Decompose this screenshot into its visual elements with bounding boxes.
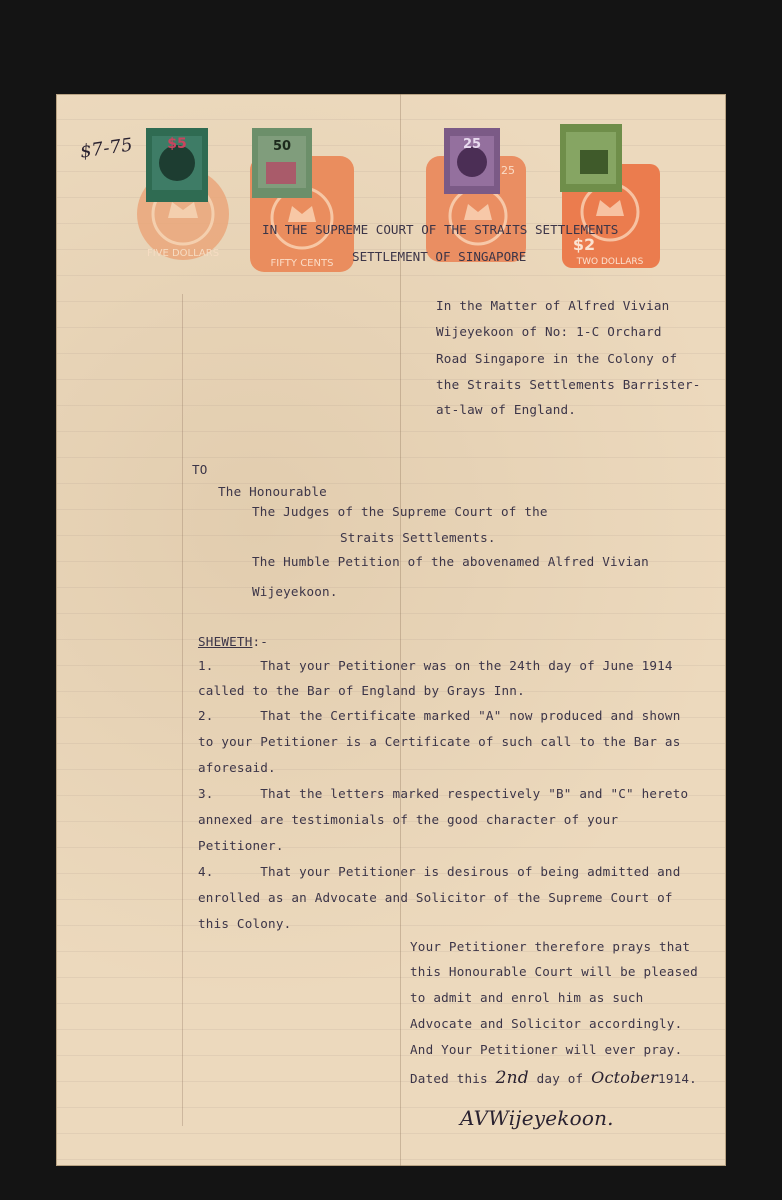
petition-document: [56, 94, 726, 1166]
sheweth-line: annexed are testimonials of the good character of your: [198, 812, 619, 827]
sheweth-line: to your Petitioner is a Certificate of such call to the Bar as: [198, 734, 681, 749]
sheweth-line: Petitioner.: [198, 838, 284, 853]
revenue-stamp-fifty-cents: [244, 128, 364, 278]
stamp-value: $5: [167, 136, 187, 152]
sheweth-line: enrolled as an Advocate and Solicitor of the Supreme Court of: [198, 890, 673, 905]
sheweth-line: 2. That the Certificate marked "A" now produced and shown: [198, 708, 681, 723]
stamp-value: 50: [272, 139, 292, 154]
court-heading-line1: IN THE SUPREME COURT OF THE STRAITS SETTLEMENTS: [262, 222, 619, 237]
address-to: TO: [192, 462, 208, 477]
stamp-embossed-text: FIFTY CENTS: [270, 258, 334, 269]
sheweth-suffix: :-: [252, 634, 269, 649]
dated-line: [410, 1068, 697, 1088]
stamp-value: $2: [572, 235, 596, 254]
matter-line: at-law of England.: [436, 402, 577, 417]
address-line: The Humble Petition of the abovenamed Alfred Vivian: [252, 554, 649, 569]
prayer-line: to admit and enrol him as such: [410, 990, 644, 1005]
stamp-embossed-text: 25: [501, 164, 515, 177]
sheweth-line: this Colony.: [198, 916, 292, 931]
matter-line: Road Singapore in the Colony of: [436, 351, 678, 366]
sheweth-line: 4. That your Petitioner is desirous of being admitted and: [198, 864, 681, 879]
signature: AVWijeyekoon.: [460, 1106, 614, 1130]
sheweth-heading: [198, 634, 268, 649]
dated-day: 2nd: [495, 1068, 529, 1088]
stamp-value: 25: [462, 137, 482, 152]
sheweth-line: aforesaid.: [198, 760, 276, 775]
dated-middle: day of: [528, 1071, 592, 1086]
dated-month: October: [591, 1068, 659, 1087]
address-line: The Honourable: [218, 484, 327, 499]
prayer-line: Your Petitioner therefore prays that: [410, 939, 691, 954]
matter-line: Wijeyekoon of No: 1-C Orchard: [436, 324, 662, 339]
address-line: The Judges of the Supreme Court of the: [252, 504, 548, 519]
sheweth-line: 1. That your Petitioner was on the 24th day of June 1914: [198, 658, 673, 673]
revenue-stamp-two-dollars: [556, 124, 666, 274]
address-line: Wijeyekoon.: [252, 584, 338, 599]
sheweth-line: called to the Bar of England by Grays Inn.: [198, 683, 525, 698]
margin-rule: [182, 294, 183, 1126]
prayer-line: Advocate and Solicitor accordingly.: [410, 1016, 683, 1031]
prayer-line: And Your Petitioner will ever pray.: [410, 1042, 683, 1057]
revenue-stamp-twenty-five: [422, 128, 532, 268]
court-heading-line2: SETTLEMENT OF SINGAPORE: [352, 249, 527, 264]
prayer-line: this Honourable Court will be pleased: [410, 964, 698, 979]
sheweth-line: 3. That the letters marked respectively "B" and "C" hereto: [198, 786, 689, 801]
stamp-embossed-text: FIVE DOLLARS: [146, 248, 220, 259]
address-line: Straits Settlements.: [340, 530, 496, 545]
revenue-stamp-five-dollars: [128, 128, 238, 268]
matter-line: In the Matter of Alfred Vivian: [436, 298, 670, 313]
dated-year: 1914.: [658, 1071, 697, 1086]
stamp-embossed-text: TWO DOLLARS: [576, 257, 644, 267]
matter-line: the Straits Settlements Barrister-: [436, 377, 701, 392]
sheweth-label: SHEWETH: [198, 634, 253, 649]
dated-prefix: Dated this: [410, 1071, 496, 1086]
margin-note: $7-75: [78, 134, 135, 163]
